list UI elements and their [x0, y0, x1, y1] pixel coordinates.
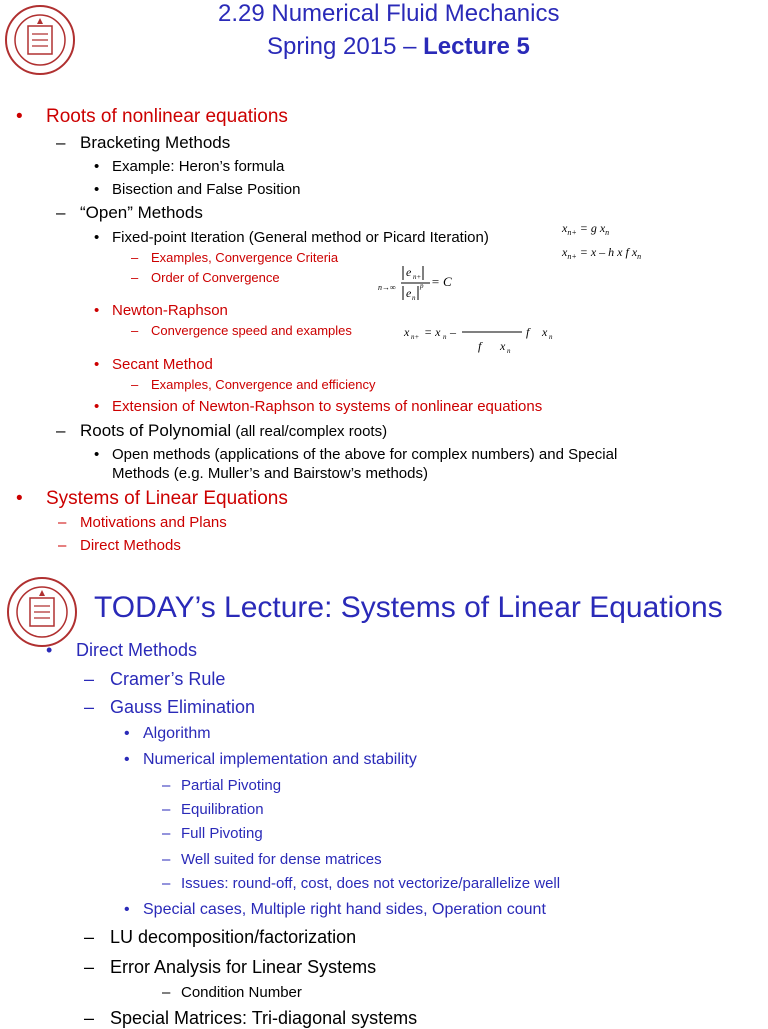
- slide2-title: TODAY’s Lecture: Systems of Linear Equations: [94, 591, 723, 624]
- bullet-heron: [94, 158, 285, 175]
- bullet-marker: •: [124, 725, 130, 742]
- item-special-cases: Special cases, Multiple right hand sides, Operation count: [143, 901, 546, 918]
- mit-seal-logo: [4, 4, 76, 76]
- dash-marker: –: [131, 323, 139, 338]
- item-bracketing: Bracketing Methods: [80, 133, 231, 152]
- dash-marker: –: [162, 801, 171, 818]
- dash-marker: –: [84, 697, 95, 717]
- formula-fixed-point-2: $x_{n+} = x - h$ x f $x_n$: [562, 245, 642, 261]
- item-polynomial: Roots of Polynomial: [80, 421, 232, 440]
- bullet-roots: [16, 106, 288, 128]
- item-secant-examples: Examples, Convergence and efficiency: [151, 377, 376, 392]
- svg-text:n: n: [549, 333, 553, 341]
- svg-text:x: x: [542, 325, 548, 339]
- item-cramer: Cramer’s Rule: [110, 669, 226, 689]
- svg-text:e: e: [406, 286, 412, 300]
- bullet-special-cases: [124, 901, 546, 919]
- item-bisection: Bisection and False Position: [112, 181, 301, 198]
- dash-examples-criteria: [131, 250, 339, 265]
- formula-fixed-point-1: $x_{n+} = g$ $x_n$: [562, 221, 610, 237]
- item-issues: Issues: round-off, cost, does not vectorize/parallelize well: [181, 875, 561, 892]
- dash-marker: –: [58, 537, 67, 554]
- item-order: Order of Convergence: [151, 270, 280, 285]
- svg-text:–: –: [450, 325, 456, 339]
- svg-text:= x: = x: [424, 325, 441, 339]
- bullet-marker: •: [94, 356, 100, 373]
- bullet-marker: •: [94, 158, 100, 175]
- item-muller-line: Methods (e.g. Muller’s and Bairstow’s methods): [112, 465, 428, 482]
- item-polynomial-suffix: (all real/complex roots): [231, 423, 388, 440]
- fp1-lhs: x: [562, 221, 568, 235]
- bullet-marker: •: [46, 640, 53, 660]
- dash-full-pivoting: [162, 825, 263, 842]
- item-roots-nonlinear: Roots of nonlinear equations: [46, 106, 288, 127]
- dash-error-analysis: [84, 957, 377, 978]
- bullet-extension: [94, 398, 543, 415]
- dash-motivations: [58, 514, 227, 531]
- dash-marker: –: [56, 133, 66, 152]
- svg-text:x: x: [500, 339, 506, 353]
- item-dense: Well suited for dense matrices: [181, 851, 382, 868]
- mit-seal-logo-2: [6, 576, 78, 648]
- bullet-marker: •: [124, 901, 130, 918]
- bullet-marker: •: [16, 488, 23, 509]
- item-secant: Secant Method: [112, 356, 213, 373]
- dash-bracketing: [56, 133, 231, 153]
- dash-dense: [162, 851, 382, 868]
- item-polynomial-wrap: [80, 421, 387, 441]
- dash-special-matrices: [84, 1008, 418, 1029]
- item-algorithm: Algorithm: [143, 725, 211, 742]
- svg-text:n+: n+: [411, 333, 420, 341]
- dash-marker: –: [131, 270, 139, 285]
- item-partial-pivoting: Partial Pivoting: [181, 777, 282, 794]
- item-condition-number: Condition Number: [181, 984, 302, 1001]
- dash-order: [131, 270, 280, 285]
- svg-text:n+: n+: [413, 273, 422, 281]
- formula-order-of-convergence: [374, 254, 474, 306]
- slide1-title-line2: [267, 33, 530, 61]
- slide1-title-line1: 2.29 Numerical Fluid Mechanics: [218, 0, 560, 27]
- bullet-marker: •: [94, 229, 100, 246]
- dash-marker: –: [84, 1008, 95, 1028]
- dash-condition-number: [162, 984, 302, 1001]
- svg-text:f: f: [478, 339, 482, 353]
- dash-polynomial: [56, 421, 388, 441]
- bullet-marker: •: [94, 398, 100, 415]
- limit-label: n→∞: [378, 283, 396, 292]
- dash-lu: [84, 927, 357, 948]
- item-examples-criteria: Examples, Convergence Criteria: [151, 250, 339, 265]
- bullet-newton: [94, 302, 228, 319]
- bullet-marker: •: [16, 106, 23, 127]
- formula-newton-raphson: [402, 316, 572, 360]
- item-open-methods-poly: Open methods (applications of the above for complex numbers) and Special: [112, 446, 618, 463]
- dash-cramer: [84, 669, 226, 690]
- fp1-rhs: = g x: [579, 221, 606, 235]
- item-direct-methods: Direct Methods: [76, 640, 198, 660]
- item-motivations: Motivations and Plans: [80, 514, 227, 531]
- svg-text:n: n: [412, 294, 416, 302]
- svg-text:e: e: [406, 265, 412, 279]
- item-lu: LU decomposition/factorization: [110, 927, 357, 947]
- item-special-matrices: Special Matrices: Tri-diagonal systems: [110, 1008, 418, 1028]
- bullet-bisection: [94, 181, 301, 198]
- dash-marker: –: [56, 421, 66, 440]
- bullet-direct-methods: [46, 640, 198, 661]
- item-open-methods: “Open” Methods: [80, 203, 203, 222]
- item-direct: Direct Methods: [80, 537, 181, 554]
- svg-text:n: n: [443, 333, 447, 341]
- item-numerical-impl: Numerical implementation and stability: [143, 751, 417, 768]
- dash-secant-examples: [131, 377, 376, 392]
- order-rhs: = C: [431, 274, 452, 289]
- title-prefix: Spring 2015 –: [267, 33, 424, 60]
- dash-direct: [58, 537, 181, 554]
- item-gauss: Gauss Elimination: [110, 697, 256, 717]
- dash-marker: –: [131, 250, 139, 265]
- bullet-fixedpoint: [94, 229, 489, 246]
- dash-open: [56, 203, 203, 223]
- bullet-numerical-impl: [124, 751, 417, 769]
- item-error-analysis: Error Analysis for Linear Systems: [110, 957, 377, 977]
- bullet-marker: •: [94, 181, 100, 198]
- dash-conv-speed: [131, 323, 352, 338]
- item-heron: Example: Heron’s formula: [112, 158, 285, 175]
- item-linear-systems: Systems of Linear Equations: [46, 488, 288, 509]
- bullet-secant: [94, 356, 213, 373]
- dash-marker: –: [162, 984, 171, 1001]
- dash-marker: –: [131, 377, 139, 392]
- item-equilibration: Equilibration: [181, 801, 264, 818]
- dash-equilibration: [162, 801, 264, 818]
- svg-text:f: f: [526, 325, 530, 339]
- dash-marker: –: [162, 875, 171, 892]
- dash-partial-pivoting: [162, 777, 282, 794]
- title-lecture-number: Lecture 5: [423, 33, 530, 60]
- bullet-marker: •: [124, 751, 130, 768]
- dash-issues: [162, 875, 561, 892]
- item-conv-speed: Convergence speed and examples: [151, 323, 352, 338]
- dash-marker: –: [84, 927, 95, 947]
- item-full-pivoting: Full Pivoting: [181, 825, 263, 842]
- dash-marker: –: [58, 514, 67, 531]
- svg-text:x: x: [404, 325, 410, 339]
- item-fixedpoint: Fixed-point Iteration (General method or Picard Iteration): [112, 229, 489, 246]
- dash-gauss: [84, 697, 256, 718]
- dash-marker: –: [162, 851, 171, 868]
- fp2-rhs: = x – h x f x: [579, 245, 638, 259]
- item-extension: Extension of Newton-Raphson to systems of nonlinear equations: [112, 398, 543, 415]
- dash-marker: –: [84, 669, 95, 689]
- bullet-marker: •: [94, 446, 100, 463]
- dash-marker: –: [162, 777, 171, 794]
- bullet-marker: •: [94, 302, 100, 319]
- item-newton: Newton-Raphson: [112, 302, 228, 319]
- bullet-open-methods-poly: [94, 446, 618, 463]
- svg-text:p: p: [420, 282, 424, 290]
- bullet-linear-systems: [16, 488, 288, 510]
- dash-marker: –: [162, 825, 171, 842]
- bullet-algorithm: [124, 725, 211, 743]
- dash-marker: –: [56, 203, 66, 222]
- dash-marker: –: [84, 957, 95, 977]
- fp2-lhs: x: [562, 245, 568, 259]
- svg-text:n: n: [507, 347, 511, 355]
